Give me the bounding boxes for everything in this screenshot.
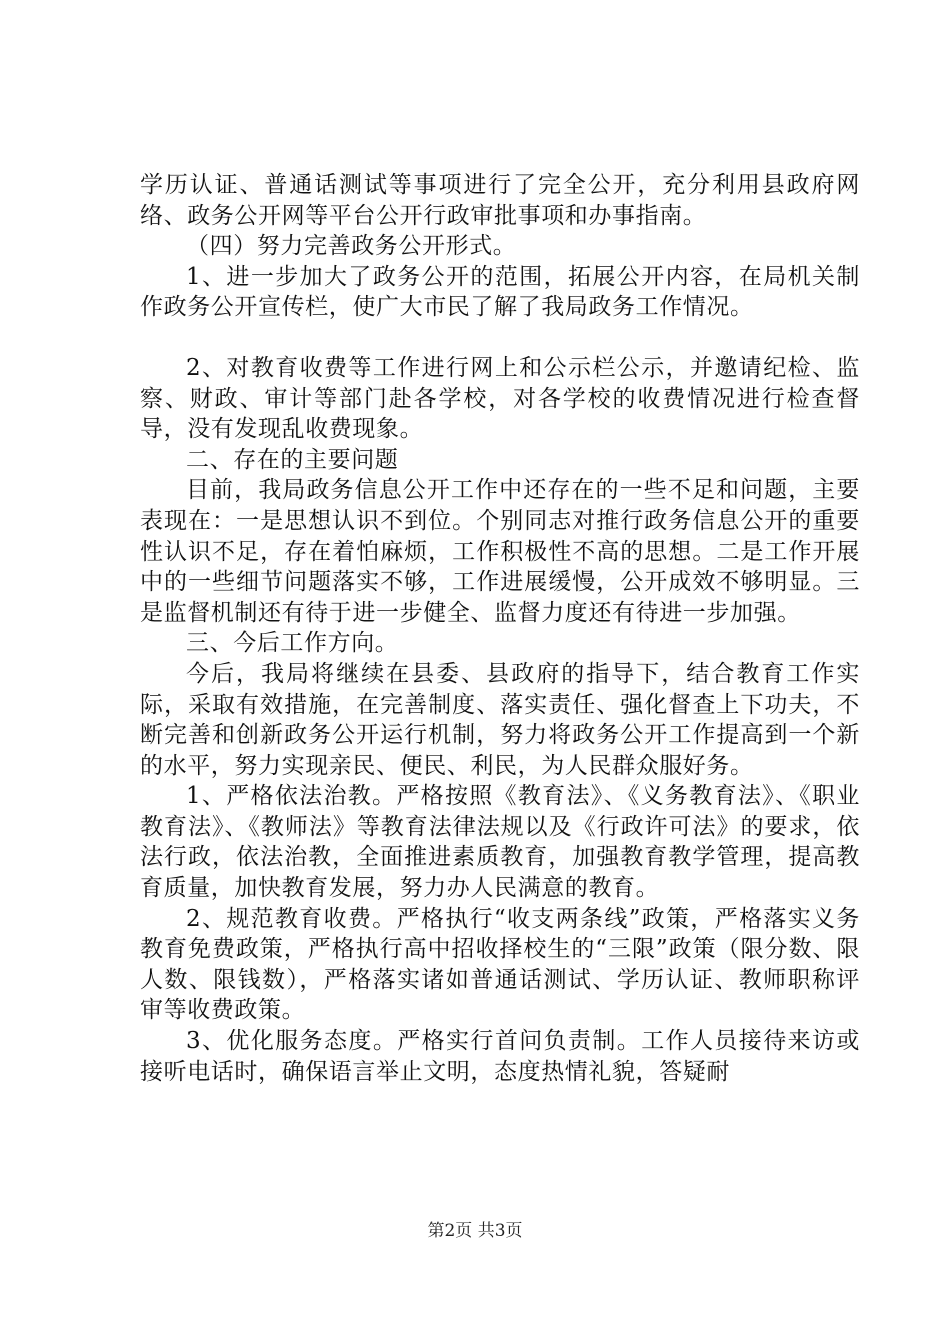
- paragraph-continuation: 学历认证、普通话测试等事项进行了完全公开，充分利用县政府网络、政务公开网等平台公开行政审批事项和办事指南。: [140, 172, 860, 229]
- paragraph-gap: [140, 323, 860, 353]
- paragraph-law: 1、严格依法治教。严格按照《教育法》、《义务教育法》、《职业教育法》、《教师法》等教育法律法规以及《行政许可法》的要求，依法行政，依法治教，全面推进素质教育，加强教育教学管理，提高教育质量，加快教育发展，努力办人民满意的教育。: [140, 783, 860, 902]
- page-footer: 第2页 共3页: [427, 1221, 523, 1241]
- paragraph-item-2: 2、对教育收费等工作进行网上和公示栏公示，并邀请纪检、监察、财政、审计等部门赴各学校，对各学校的收费情况进行检查督导，没有发现乱收费现象。: [140, 354, 860, 443]
- paragraph-problems: 目前，我局政务信息公开工作中还存在的一些不足和问题，主要表现在：一是思想认识不到位。个别同志对推行政务信息公开的重要性认识不足，存在着怕麻烦，工作积极性不高的思想。二是工作开展中的一些细节问题落实不够，工作进展缓慢，公开成效不够明显。三是监督机制还有待于进一步健全、监督力度还有待进一步加强。: [140, 477, 860, 626]
- paragraph-service: 3、优化服务态度。严格实行首问负责制。工作人员接待来访或接听电话时，确保语言举止文明，态度热情礼貌，答疑耐: [140, 1028, 860, 1085]
- document-body: [140, 170, 860, 1087]
- section-heading-4: （四）努力完善政务公开形式。: [186, 233, 517, 260]
- paragraph-fees: 2、规范教育收费。严格执行“收支两条线”政策，严格落实义务教育免费政策，严格执行高中招收择校生的“三限”政策（限分数、限人数、限钱数），严格落实诸如普通话测试、学历认证、教师职称评审等收费政策。: [140, 905, 860, 1024]
- section-heading-problems: 二、存在的主要问题: [186, 446, 399, 473]
- paragraph-item-1: 1、进一步加大了政务公开的范围，拓展公开内容，在局机关制作政务公开宣传栏，使广大市民了解了我局政务工作情况。: [140, 263, 860, 321]
- section-heading-future: 三、今后工作方向。: [186, 630, 399, 657]
- paragraph-future: 今后，我局将继续在县委、县政府的指导下，结合教育工作实际，采取有效措施，在完善制度、落实责任、强化督查上下功夫，不断完善和创新政务公开运行机制，努力将政务公开工作提高到一个新的水平，努力实现亲民、便民、利民，为人民群众服好务。: [140, 660, 860, 779]
